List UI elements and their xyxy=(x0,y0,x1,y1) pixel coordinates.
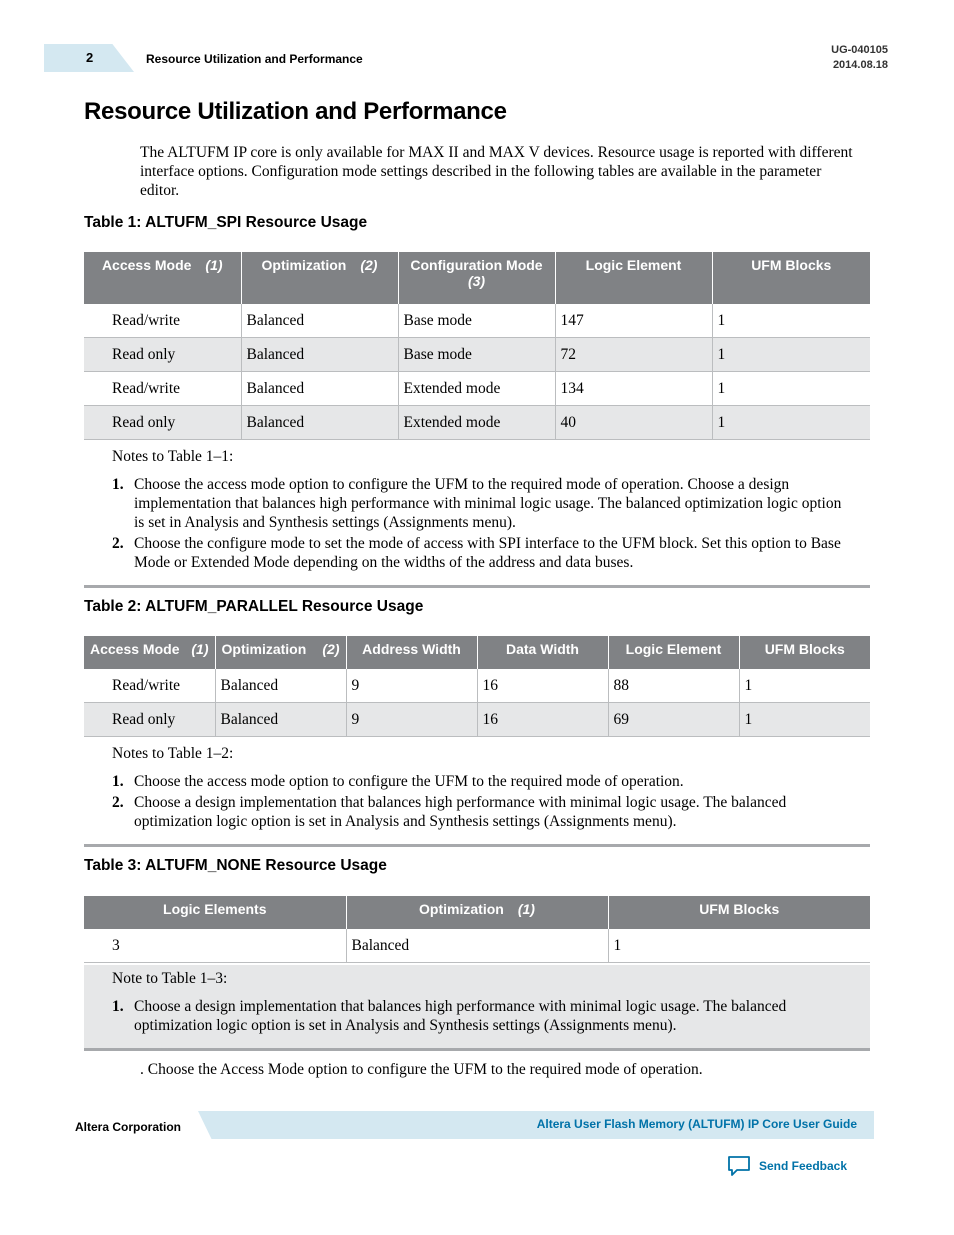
doc-id: UG-040105 xyxy=(831,44,888,56)
cell: Base mode xyxy=(398,338,555,372)
table3-header-optimization xyxy=(346,896,608,929)
note-item xyxy=(84,475,870,532)
cell: 1 xyxy=(712,304,870,338)
cell: Read only xyxy=(84,338,241,372)
cell: Extended mode xyxy=(398,372,555,406)
note-item xyxy=(84,772,870,791)
note-text: Choose the access mode option to configure the UFM to the required mode of operation. xyxy=(134,773,684,790)
table-row xyxy=(84,669,870,703)
cell: 69 xyxy=(608,703,739,737)
cell: Read only xyxy=(84,406,241,440)
table1-header-optimization xyxy=(241,252,398,304)
note-text: Choose the access mode option to configure the UFM to the required mode of operation. Choose a design implementation that balances high performance with minimal logic usage. The balanced optimization logic option is set in Analysis and Synthesis settings (Assignments menu). xyxy=(134,476,842,531)
note-text: Choose a design implementation that balances high performance with minimal logic usage. The balanced optimization logic option is set in Analysis and Synthesis settings (Assignments menu). xyxy=(134,794,787,830)
table1 xyxy=(84,252,870,440)
company-name: Altera Corporation xyxy=(75,1120,182,1134)
notes-heading: Notes to Table 1–1: xyxy=(112,448,234,465)
note-item xyxy=(84,793,870,831)
table-row xyxy=(84,406,870,440)
cell: 16 xyxy=(477,703,608,737)
note-number: 1. xyxy=(112,476,124,493)
cell: 88 xyxy=(608,669,739,703)
cell: Balanced xyxy=(215,669,346,703)
cell: Read/write xyxy=(84,304,241,338)
guide-title-link[interactable]: Altera User Flash Memory (ALTUFM) IP Core User Guide xyxy=(536,1117,857,1131)
header-label: Optimization xyxy=(221,641,307,657)
doc-date: 2014.08.18 xyxy=(832,59,888,71)
table1-header-configuration-mode xyxy=(398,252,555,304)
cell: Balanced xyxy=(241,338,398,372)
footnote-ref: (1) xyxy=(205,257,223,273)
cell: Base mode xyxy=(398,304,555,338)
notes-heading: Note to Table 1–3: xyxy=(112,970,228,987)
table3-notes xyxy=(84,965,870,1051)
table3 xyxy=(84,896,870,963)
cell: 1 xyxy=(739,703,870,737)
trailing-sentence: . Choose the Access Mode option to configure the UFM to the required mode of operation. xyxy=(140,1061,703,1078)
page-title: Resource Utilization and Performance xyxy=(84,98,507,125)
table-row xyxy=(84,338,870,372)
cell: 72 xyxy=(555,338,712,372)
note-number: 1. xyxy=(112,773,124,790)
table1-header-access-mode xyxy=(84,252,241,304)
table-row xyxy=(84,372,870,406)
table-row xyxy=(84,703,870,737)
cell: 147 xyxy=(555,304,712,338)
table-row xyxy=(84,929,870,963)
cell: Balanced xyxy=(346,929,608,963)
page-number: 2 xyxy=(86,50,94,65)
send-feedback-link[interactable] xyxy=(727,1155,847,1177)
send-feedback-label: Send Feedback xyxy=(759,1159,848,1173)
table2-notes xyxy=(84,744,870,847)
doc-id-block xyxy=(831,43,888,73)
cell: 134 xyxy=(555,372,712,406)
notes-heading: Notes to Table 1–2: xyxy=(112,745,234,762)
table2-header-data-width: Data Width xyxy=(477,636,608,669)
cell: Read/write xyxy=(84,669,215,703)
cell: 3 xyxy=(84,929,346,963)
note-item xyxy=(84,534,870,572)
header-label: Optimization xyxy=(419,901,504,917)
cell: 1 xyxy=(712,406,870,440)
table1-header-logic-element: Logic Element xyxy=(555,252,712,304)
note-number: 1. xyxy=(112,998,124,1015)
cell: Extended mode xyxy=(398,406,555,440)
table2-header-ufm-blocks: UFM Blocks xyxy=(739,636,870,669)
cell: Read/write xyxy=(84,372,241,406)
cell: 9 xyxy=(346,703,477,737)
cell: Balanced xyxy=(241,304,398,338)
cell: Balanced xyxy=(215,703,346,737)
table1-notes xyxy=(84,447,870,588)
note-text: Choose a design implementation that balances high performance with minimal logic usage. The balanced optimization logic option is set in Analysis and Synthesis settings (Assignments menu). xyxy=(134,998,787,1034)
table-row xyxy=(84,304,870,338)
cell: 1 xyxy=(739,669,870,703)
intro-paragraph: The ALTUFM IP core is only available for MAX II and MAX V devices. Resource usage is reported with different interface options. Configuration mode settings described in the following tables are available in the parameter editor. xyxy=(140,144,853,199)
footnote-ref: (2) xyxy=(360,257,378,273)
table3-header-ufm-blocks: UFM Blocks xyxy=(608,896,870,929)
footnote-ref: (3) xyxy=(467,273,486,289)
cell: 1 xyxy=(608,929,870,963)
running-header-title: Resource Utilization and Performance xyxy=(146,52,363,66)
header-label: Optimization xyxy=(261,257,347,273)
cell: Balanced xyxy=(241,372,398,406)
table2-caption: Table 2: ALTUFM_PARALLEL Resource Usage xyxy=(84,598,424,615)
cell: 1 xyxy=(712,338,870,372)
footnote-ref: (1) xyxy=(191,641,209,657)
table2-header-optimization xyxy=(215,636,346,669)
table2-header-access-mode xyxy=(84,636,215,669)
cell: 16 xyxy=(477,669,608,703)
note-number: 2. xyxy=(112,794,124,811)
cell: Balanced xyxy=(241,406,398,440)
cell: 1 xyxy=(712,372,870,406)
table1-caption: Table 1: ALTUFM_SPI Resource Usage xyxy=(84,214,368,231)
header-label: Access Mode xyxy=(90,641,180,657)
footnote-ref: (1) xyxy=(517,901,535,917)
note-number: 2. xyxy=(112,535,124,552)
header-label: Configuration Mode xyxy=(410,257,543,273)
table3-caption: Table 3: ALTUFM_NONE Resource Usage xyxy=(84,857,387,874)
cell: 9 xyxy=(346,669,477,703)
table2 xyxy=(84,636,870,737)
cell: Read only xyxy=(84,703,215,737)
footnote-ref: (2) xyxy=(322,641,340,657)
table2-header-logic-element: Logic Element xyxy=(608,636,739,669)
table3-header-logic-elements: Logic Elements xyxy=(84,896,346,929)
note-text: Choose the configure mode to set the mode of access with SPI interface to the UFM block. Set this option to Base Mode or Extended Mode depending on the widths of the address and data buses. xyxy=(134,535,841,571)
table1-header-ufm-blocks: UFM Blocks xyxy=(712,252,870,304)
note-item xyxy=(84,997,870,1035)
cell: 40 xyxy=(555,406,712,440)
header-label: Access Mode xyxy=(101,257,192,273)
table2-header-address-width: Address Width xyxy=(346,636,477,669)
speech-bubble-icon xyxy=(727,1155,751,1177)
